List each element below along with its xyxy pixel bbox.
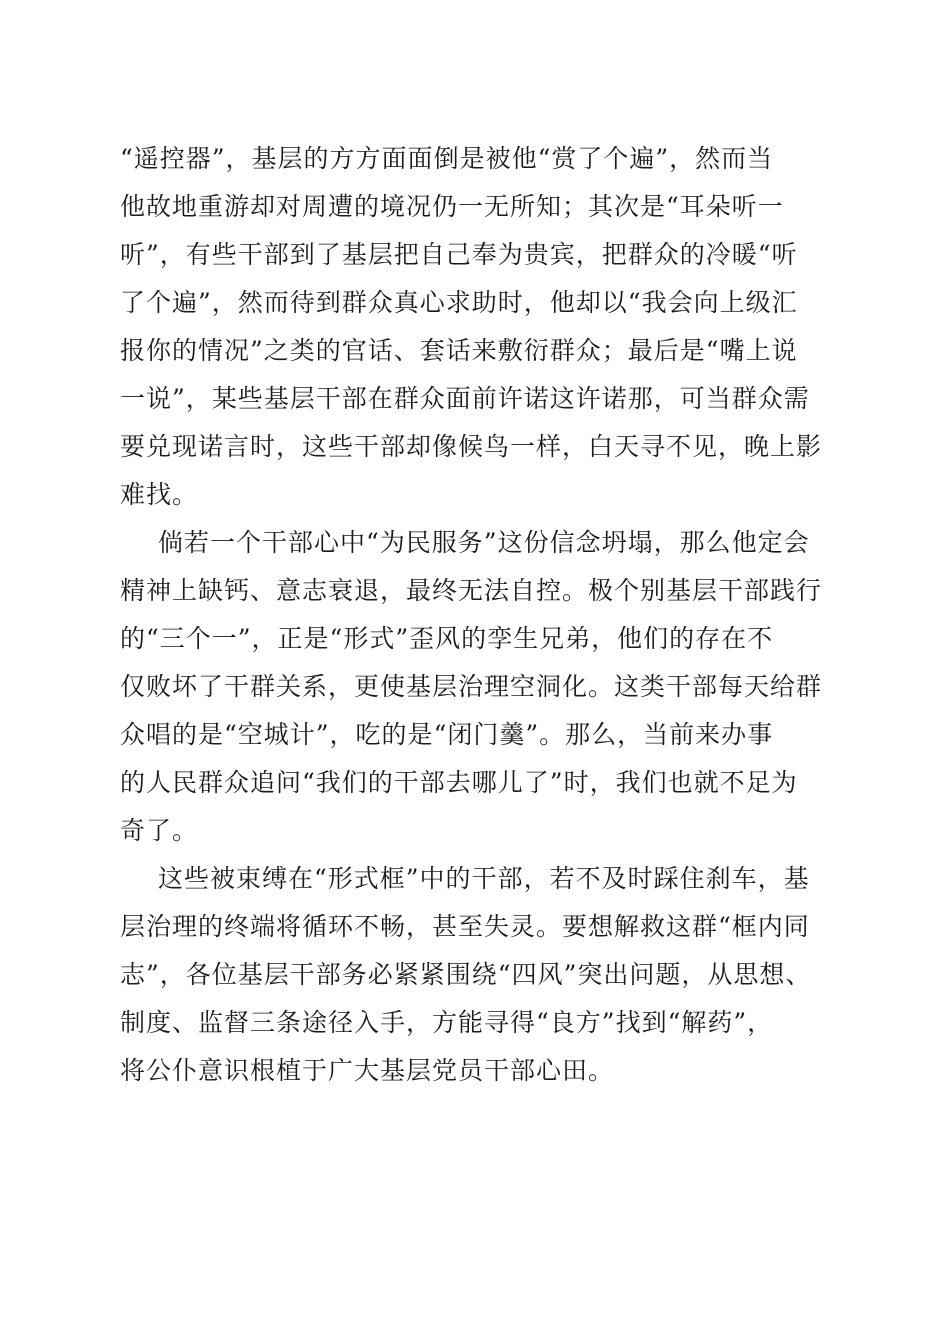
paragraph-line: 要兑现诺言时，这些干部却像候鸟一样，白天寻不见，晚上影 bbox=[120, 432, 823, 461]
document-body bbox=[120, 135, 840, 1095]
paragraph-line: 听”，有些干部到了基层把自己奉为贵宾，把群众的冷暖“听 bbox=[120, 240, 798, 269]
paragraph-line: 倘若一个干部心中“为民服务”这份信念坍塌，那么他定会 bbox=[158, 528, 810, 557]
paragraph-line: 制度、监督三条途径入手，方能寻得“良方”找到“解药”， bbox=[120, 1008, 774, 1037]
paragraph-line: 报你的情况”之类的官话、套话来敷衍群众；最后是“嘴上说 bbox=[120, 336, 798, 365]
paragraph-line: 一说”，某些基层干部在群众面前许诺这许诺那，可当群众需 bbox=[120, 384, 810, 413]
paragraph-1 bbox=[120, 135, 840, 519]
paragraph-line: 的“三个一”，正是“形式”歪风的孪生兄弟，他们的存在不 bbox=[120, 624, 774, 653]
paragraph-line: 仅败坏了干群关系，更使基层治理空洞化。这类干部每天给群 bbox=[120, 672, 823, 701]
paragraph-line: 的人民群众追问“我们的干部去哪儿了”时，我们也就不足为 bbox=[120, 768, 798, 797]
paragraph-2 bbox=[120, 519, 840, 855]
paragraph-line: 他故地重游却对周遭的境况仍一无所知；其次是“耳朵听一 bbox=[120, 192, 784, 221]
paragraph-3 bbox=[120, 855, 840, 1095]
paragraph-line: 将公仆意识根植于广大基层党员干部心田。 bbox=[120, 1056, 615, 1085]
paragraph-line: 精神上缺钙、意志衰退，最终无法自控。极个别基层干部践行 bbox=[120, 576, 823, 605]
paragraph-line: 难找。 bbox=[120, 480, 199, 509]
paragraph-line: 众唱的是“空城计”，吃的是“闭门羹”。那么，当前来办事 bbox=[120, 720, 774, 749]
paragraph-line: “遥控器”，基层的方方面面倒是被他“赏了个遍”，然而当 bbox=[120, 144, 774, 173]
paragraph-line: 这些被束缚在“形式框”中的干部，若不及时踩住刹车，基 bbox=[158, 864, 810, 893]
paragraph-line: 奇了。 bbox=[120, 816, 199, 845]
paragraph-line: 层治理的终端将循环不畅，甚至失灵。要想解救这群“框内同 bbox=[120, 912, 810, 941]
paragraph-line: 志”，各位基层干部务必紧紧围绕“四风”突出问题，从思想、 bbox=[120, 960, 812, 989]
paragraph-line: 了个遍”，然而待到群众真心求助时，他却以“我会向上级汇 bbox=[120, 288, 798, 317]
